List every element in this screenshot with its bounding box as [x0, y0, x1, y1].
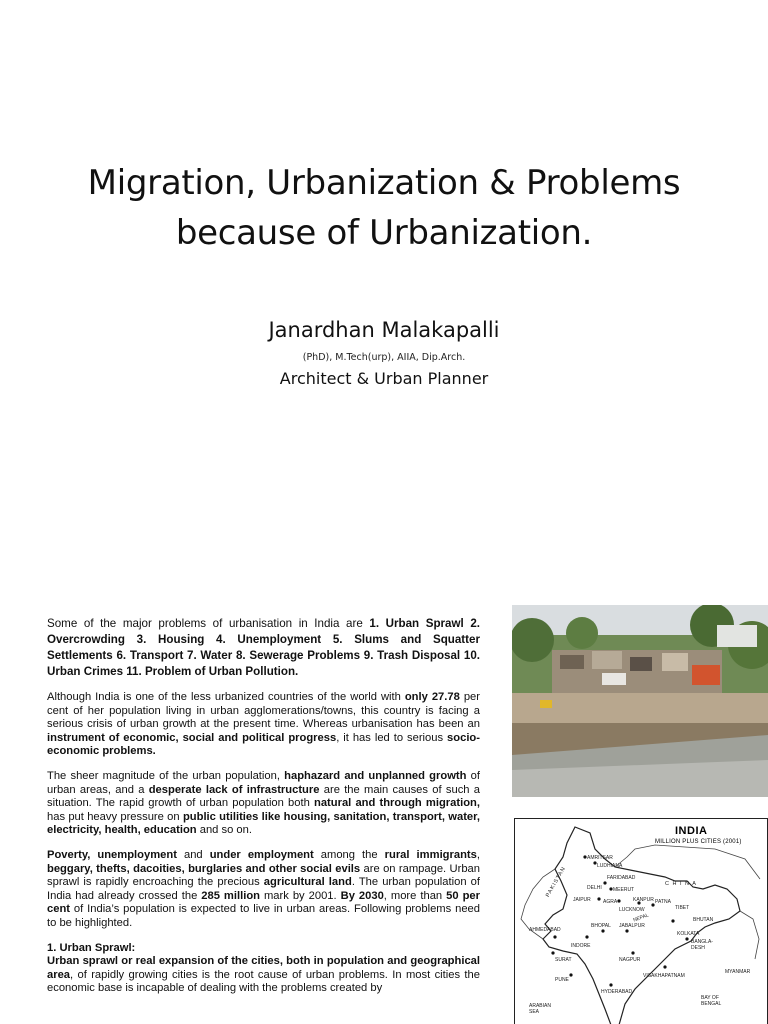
label-ahmedabad: AHMEDABAD	[529, 927, 561, 933]
bold-text: socio-economic problems.	[47, 731, 480, 758]
title-line-1: Migration, Urbanization & Problems	[87, 163, 681, 203]
slide-title	[0, 158, 768, 258]
bold-text: By 2030	[340, 889, 384, 902]
text: . The urban population of India had already crossed the	[47, 876, 480, 902]
bold-text: Urban sprawl or real expansion of the cities, both in population and geographical area	[47, 955, 480, 981]
bold-text: 1. Urban Sprawl 2. Overcrowding 3. Housing 4. Unemployment 5. Slums and Squatter Settlements 6. Transport 7. Water 8. Sewerage Problems 9. Trash Disposal 10. Urban Crimes 11. Problem of Urban Pollution.	[47, 617, 481, 678]
text: and	[176, 848, 210, 861]
text: of urban areas, and a	[47, 769, 480, 796]
paragraph-urban-sprawl	[47, 942, 480, 996]
slum-photo-drawing	[512, 605, 768, 797]
text: per cent of her population living in urban agglomerations/towns, this country is facing a serious crisis of urban growth at the present time. Whereas urbanisation has been an	[47, 691, 480, 731]
paragraph-magnitude	[47, 770, 480, 838]
text: ,	[476, 848, 480, 861]
text: are the main causes of such a situation. The rapid growth of urban population both	[47, 783, 481, 810]
label-agra: AGRA	[603, 899, 618, 905]
text: , it has led to serious	[336, 731, 448, 744]
text: has put heavy pressure on	[47, 810, 183, 823]
slum-photo	[512, 605, 768, 797]
label-nepal: NEPAL	[632, 912, 650, 924]
text: , more than	[383, 889, 447, 902]
label-visakhapatnam: VISAKHAPATNAM	[643, 973, 685, 979]
text: of India’s population is expected to live in urban areas. Following problems need to be highlighted.	[47, 903, 480, 929]
text: and so on.	[196, 824, 252, 837]
label-arabian-sea: ARABIAN SEA	[529, 1003, 551, 1015]
label-myanmar: MYANMAR	[725, 969, 751, 975]
author-name: Janardhan Malakapalli	[268, 318, 500, 342]
map-title: INDIA	[675, 825, 708, 837]
bold-text: public utilities like housing, sanitation, transport, water, electricity, health, education	[47, 810, 480, 837]
paragraph-urbanization	[47, 691, 480, 759]
label-china: C H I N A	[665, 881, 697, 887]
label-meerut: MEERUT	[613, 887, 635, 893]
paragraph-poverty	[47, 849, 480, 931]
label-amritsar: AMRITSAR	[587, 855, 613, 861]
label-bhopal: BHOPAL	[591, 923, 611, 929]
label-faridabad: FARIDABAD	[607, 875, 636, 881]
bold-text: haphazard and unplanned growth	[284, 769, 467, 782]
label-patna: PATNA	[655, 899, 671, 905]
label-hyderabad: HYDERABAD	[601, 989, 633, 995]
text: Although India is one of the less urbanized countries of the world with	[47, 691, 405, 703]
label-pakistan: PAKISTAN	[544, 865, 568, 899]
map-subtitle: MILLION PLUS CITIES (2001)	[655, 839, 742, 845]
india-map	[514, 818, 768, 1024]
label-ludhiana: LUDHIANA	[597, 863, 623, 869]
label-surat: SURAT	[555, 957, 572, 963]
label-tibet: TIBET	[675, 905, 690, 911]
body-text	[47, 616, 480, 996]
label-kanpur: KANPUR	[633, 897, 654, 903]
label-jaipur: JAIPUR	[573, 897, 591, 903]
text: , of rapidly growing cities is the root cause of urban problems. In most cities the economic base is incapable of dealing with the problems created by	[47, 968, 480, 995]
label-lucknow: LUCKNOW	[619, 907, 645, 913]
text: mark by 2001.	[259, 889, 341, 902]
text: among the	[313, 848, 385, 861]
bold-text: Poverty, unemployment	[47, 848, 177, 861]
label-bangladesh: BANGLA-DESH	[691, 939, 713, 951]
label-pune: PUNE	[555, 977, 569, 983]
label-bay-of-bengal: BAY OF BENGAL	[701, 995, 722, 1007]
text: Some of the major problems of urbanisation in India are	[47, 617, 370, 630]
author-role: Architect & Urban Planner	[279, 369, 489, 388]
text: are on rampage. Urban sprawl is rapidly encroaching the precious	[47, 862, 481, 889]
section-heading: 1. Urban Sprawl:	[47, 941, 136, 954]
label-delhi: DELHI	[587, 885, 602, 891]
india-outline	[515, 819, 767, 1024]
bold-text: only 27.78	[404, 691, 460, 703]
bold-text: beggary, thefts, dacoities, burglaries and other social evils	[47, 862, 361, 875]
bold-text: rural immigrants	[384, 848, 477, 861]
bold-text: 50 per cent	[47, 889, 480, 916]
label-indore: INDORE	[571, 943, 591, 949]
bold-text: 285 million	[201, 889, 260, 902]
label-bhutan: BHUTAN	[693, 917, 714, 923]
paragraph-problems-list	[47, 616, 480, 680]
author-credentials: (PhD), M.Tech(urp), AIIA, Dip.Arch.	[302, 352, 466, 363]
label-kolkata: KOLKATA	[677, 931, 700, 937]
bold-text: agricultural land	[263, 876, 352, 889]
title-line-2: because of Urbanization.	[175, 213, 593, 253]
text: The sheer magnitude of the urban population,	[47, 769, 285, 782]
label-jabalpur: JABALPUR	[619, 923, 645, 929]
bold-text: desperate lack of infrastructure	[148, 783, 320, 796]
label-nagpur: NAGPUR	[619, 957, 641, 963]
bold-text: natural and through migration,	[313, 797, 480, 810]
bold-text: instrument of economic, social and political progress	[47, 731, 337, 744]
document-page	[0, 576, 768, 1024]
bold-text: under employment	[209, 848, 314, 861]
